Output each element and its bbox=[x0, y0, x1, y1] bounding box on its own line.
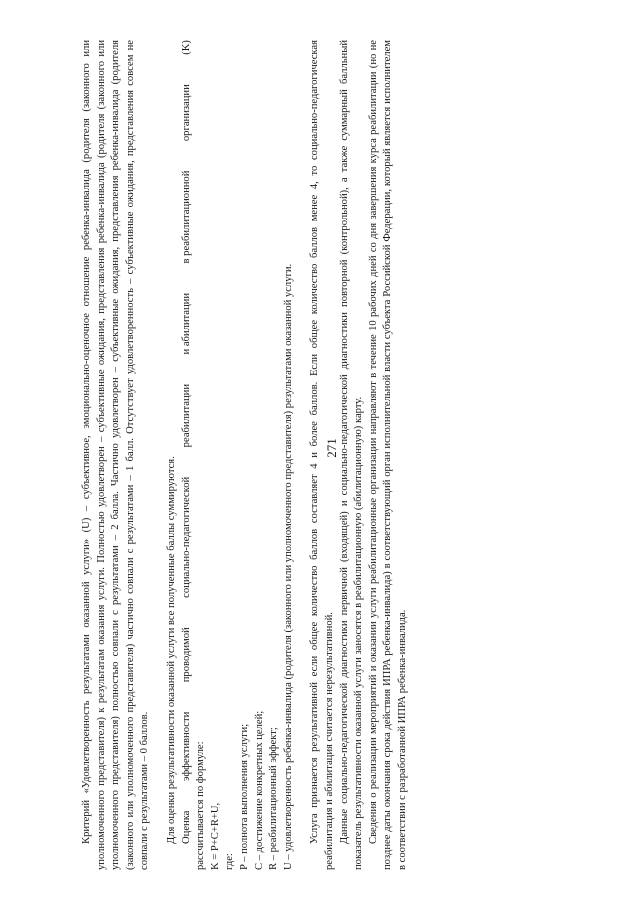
evaluation-word-7: в реабилитационной bbox=[180, 170, 192, 264]
summation-paragraph: Для оценки результативности оказанной услуги все полученные баллы суммируются. bbox=[165, 456, 177, 844]
formula-intro: рассчитывается по формуле: bbox=[195, 741, 207, 870]
evaluation-word-3: проводимой bbox=[180, 627, 192, 683]
evaluation-word-6: и абилитации bbox=[180, 292, 192, 355]
evaluation-word-1: Оценка bbox=[180, 810, 192, 844]
definition-p: P – полнота выполнения услуги; bbox=[238, 723, 250, 870]
definition-u: U – удовлетворенность ребенка-инвалида (родителя (законного или уполномоченного представителя) результатами оказанной услуги. bbox=[282, 263, 294, 870]
page-number: 271 bbox=[324, 438, 339, 458]
document-text-block bbox=[80, 40, 420, 870]
evaluation-word-5: реабилитации bbox=[180, 383, 192, 448]
formula: K = P+C+R+U, bbox=[209, 802, 221, 870]
evaluation-word-8: организации bbox=[180, 84, 192, 142]
evaluation-word-9: (K) bbox=[180, 40, 192, 55]
evaluation-line bbox=[180, 40, 195, 870]
definition-r: R – реабилитационный эффект; bbox=[268, 727, 280, 870]
where-label: где: bbox=[224, 853, 236, 870]
reporting-paragraph: Сведения о реализации мероприятий и оказании услуги реабилитационные организации направляют в течение 10 рабочих дней со дня завершения курса реабилитации (но не позднее даты окончания срока действия ИПРА ребенка-инвалида) в соответствующий орган исполнительной власти субъекта Российской Федерации, который является исполнителем в соответствии с разработанной ИПРА ребенка-инвалида. bbox=[367, 40, 408, 870]
evaluation-word-4: социально-педагогической bbox=[180, 476, 192, 598]
definition-c: C – достижение конкретных целей; bbox=[253, 710, 265, 870]
criterion-satisfaction-paragraph: Критерий «Удовлетворенность результатами оказанной услуги» (U) – субъективное, эмоционально-оценочное отношение ребенка-инвалида (родителя (законного или уполномоченного представителя) к результатам оказания услуги. Полностью удовлетворен – субъективные ожидания, представления ребенка-инвалида (родителя (законного или уполномоченного представителя) полностью совпали с результатами – 2 балла. Частично удовлетворен – субъективные ожидания, представления ребенка-инвалида (родителя (законного или уполномоченного представителя) частично совпали с результатами – 1 балл. Отсутствует удовлетворенность – субъективные ожидания, представления совсем не совпали с результатами – 0 баллов. bbox=[81, 40, 151, 870]
diagnostics-paragraph: Данные социально-педагогической диагностики первичной (входящей) и социально-педагогической диагностики повторной (контрольной), а также суммарный балльный показатель результативности оказанной услуги заносятся в реабилитационную (абилитационную) карту. bbox=[338, 40, 365, 870]
evaluation-word-2: эффективности bbox=[180, 711, 192, 782]
effectiveness-paragraph: Услуга признается результативной если общее количество баллов составляет 4 и более баллов. Если общее количество баллов менее 4, то социально-педагогическая реабилитация и абилитация считается нерезультативной. bbox=[309, 40, 335, 870]
